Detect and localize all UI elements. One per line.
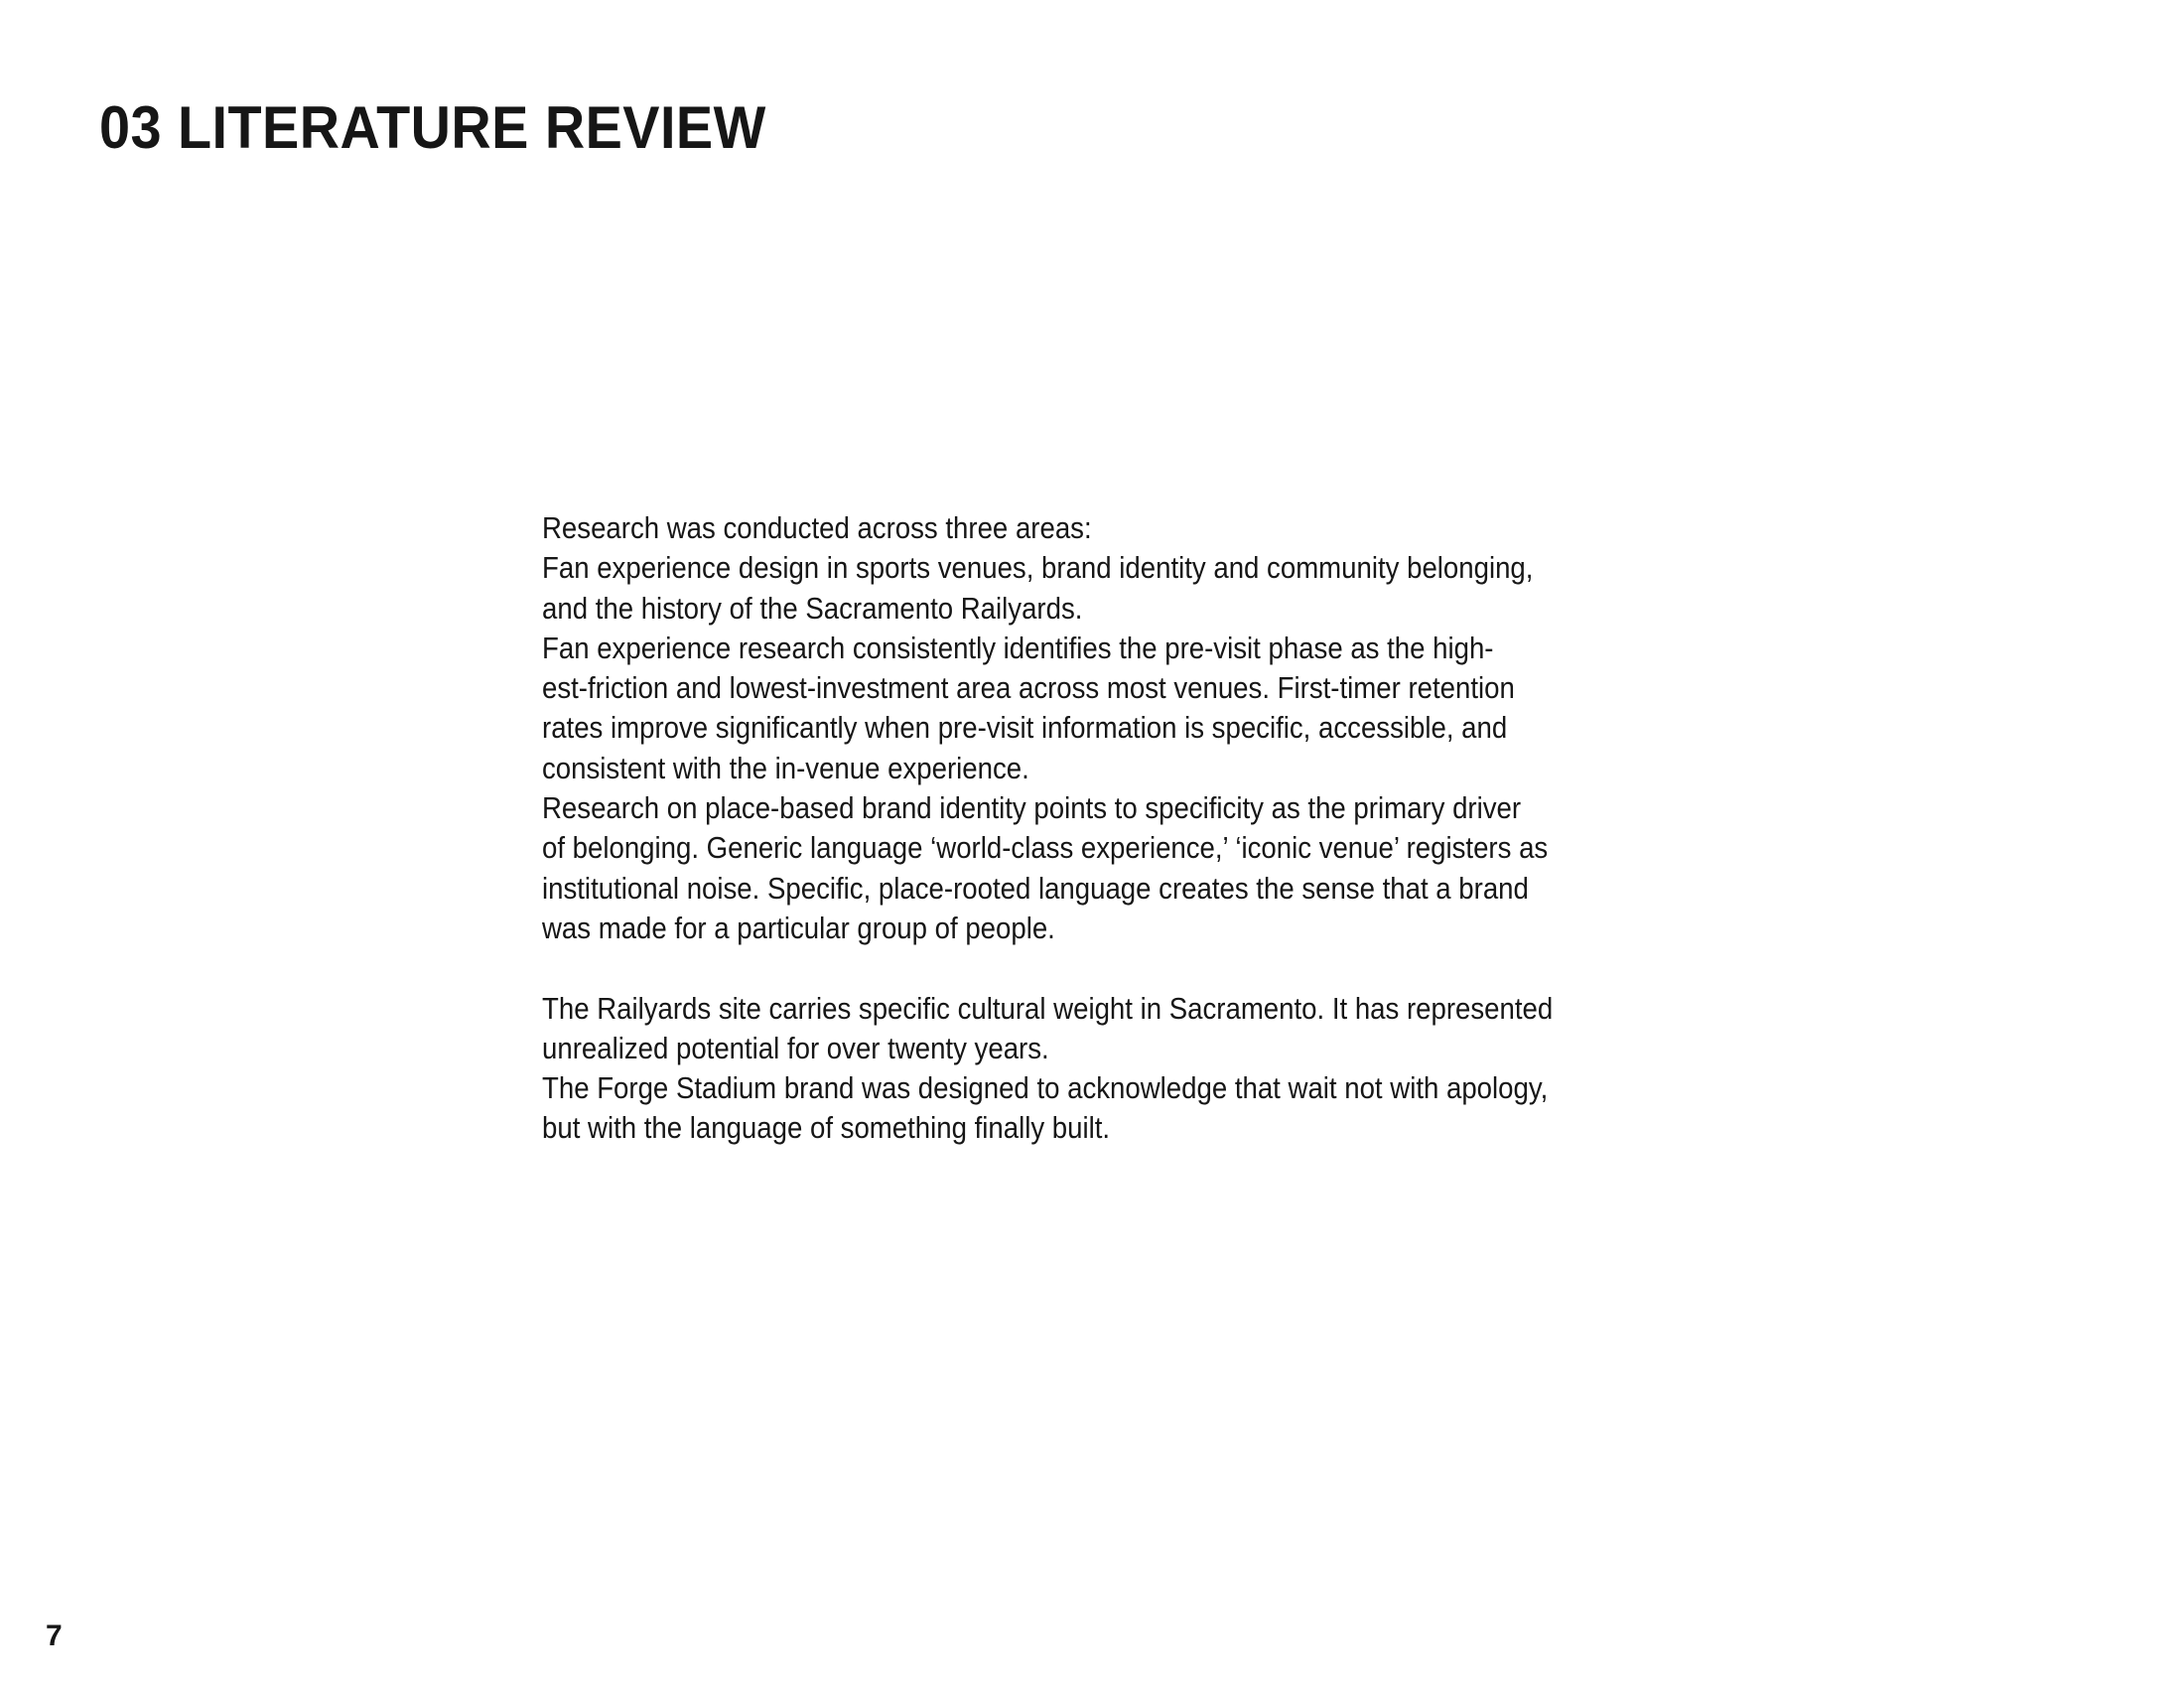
literature-review-body — [542, 508, 1684, 1149]
body-line: of belonging. Generic language ‘world-class experience,’ ‘iconic venue’ registers as — [542, 830, 1549, 866]
body-line: but with the language of something finally built. — [542, 1110, 1111, 1146]
body-line: Fan experience design in sports venues, brand identity and community belonging, — [542, 550, 1534, 586]
body-line: and the history of the Sacramento Railyards. — [542, 590, 1083, 626]
body-line: Research was conducted across three areas: — [542, 510, 1092, 545]
body-line: institutional noise. Specific, place-rooted language creates the sense that a brand — [542, 870, 1529, 906]
body-line: est-friction and lowest-investment area across most venues. First-timer retention — [542, 670, 1515, 706]
page-title: 03 LITERATURE REVIEW — [99, 94, 766, 161]
paragraph-break — [542, 948, 1684, 988]
body-line: rates improve significantly when pre-visit information is specific, accessible, and — [542, 710, 1508, 746]
body-line: consistent with the in-venue experience. — [542, 750, 1029, 785]
page-number: 7 — [46, 1619, 63, 1652]
body-line: unrealized potential for over twenty years. — [542, 1030, 1049, 1065]
body-line: The Forge Stadium brand was designed to acknowledge that wait not with apology, — [542, 1070, 1549, 1106]
body-line: Fan experience research consistently identifies the pre-visit phase as the high- — [542, 630, 1494, 665]
body-line: The Railyards site carries specific cultural weight in Sacramento. It has represented — [542, 990, 1554, 1026]
body-line: Research on place-based brand identity points to specificity as the primary driver — [542, 790, 1522, 826]
body-line: was made for a particular group of people. — [542, 910, 1055, 945]
